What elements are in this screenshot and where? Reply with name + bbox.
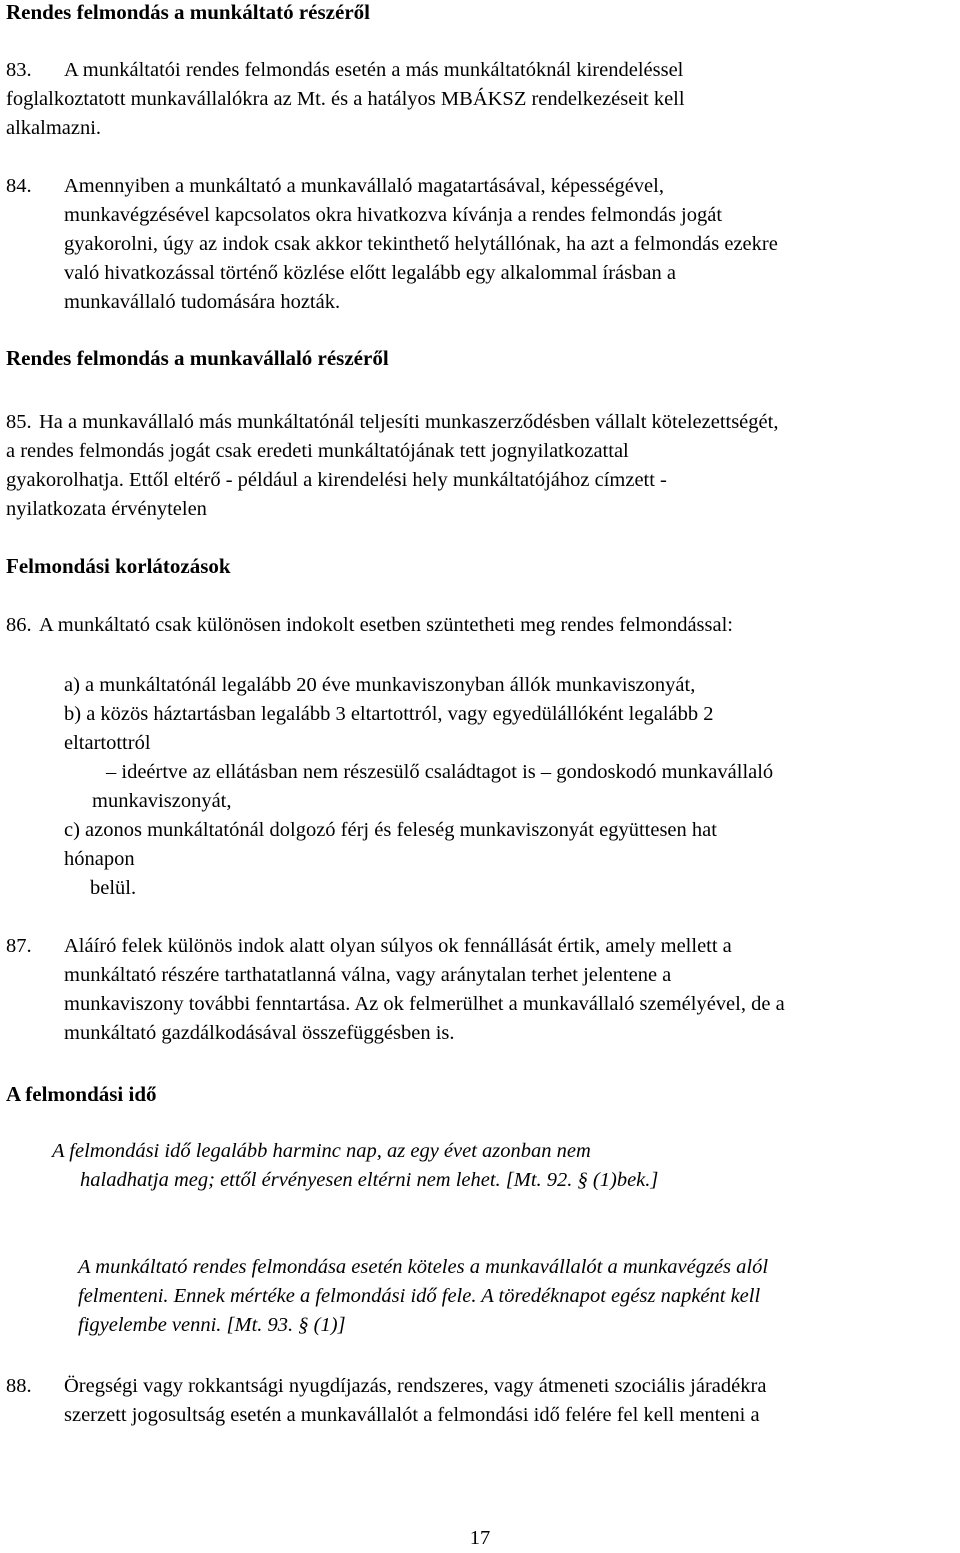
list-item: – ideértve az ellátásban nem részesülő családtagot is – gondoskodó munkavállaló: [106, 761, 774, 783]
paragraph-number: 85.: [6, 411, 32, 433]
paragraph-83: [6, 56, 956, 143]
text-line: gyakorolhatja. Ettől eltérő - például a kirendelési hely munkáltatójához címzett -: [6, 469, 667, 491]
paragraph-text: [64, 172, 956, 317]
paragraph-number: 83.: [6, 59, 32, 81]
paragraph-number: 87.: [6, 935, 32, 957]
paragraph-text: [64, 1372, 956, 1430]
text-line: a rendes felmondás jogát csak eredeti munkáltatójának tett jognyilatkozattal: [6, 440, 629, 462]
list-item: eltartottról: [64, 732, 151, 754]
text-line: A munkáltatói rendes felmondás esetén a más munkáltatóknál kirendeléssel: [64, 59, 684, 81]
paragraph-text: [64, 932, 956, 1048]
list-item: munkaviszonyát,: [92, 790, 232, 812]
paragraph-number: 84.: [6, 175, 32, 197]
section-heading-notice-period: A felmondási idő: [6, 1082, 157, 1106]
list-item: c) azonos munkáltatónál dolgozó férj és feleség munkaviszonyát együttesen hat: [64, 819, 717, 841]
quote-line: felmenteni. Ennek mértéke a felmondási idő fele. A töredéknapot egész napként kell: [78, 1285, 761, 1307]
text-line: munkaviszony további fenntartása. Az ok felmerülhet a munkavállaló személyével, de a: [64, 993, 785, 1015]
paragraph-84: [6, 172, 956, 317]
legal-quote-92: [52, 1137, 956, 1195]
text-line: alkalmazni.: [6, 117, 102, 139]
list-item: hónapon: [64, 848, 135, 870]
quote-line: A munkáltató rendes felmondása esetén köteles a munkavállalót a munkavégzés alól: [78, 1256, 769, 1278]
section-heading-termination-limits: Felmondási korlátozások: [6, 554, 231, 578]
paragraph-number: 88.: [6, 1375, 32, 1397]
section-heading-employer-termination: Rendes felmondás a munkáltató részéről: [6, 0, 370, 24]
paragraph-text: [39, 611, 956, 640]
legal-quote-93: [78, 1253, 956, 1340]
paragraph-number: 86.: [6, 614, 32, 636]
text-line: munkavállaló tudomására hozták.: [64, 291, 341, 313]
text-line: A munkáltató csak különösen indokolt esetben szüntetheti meg rendes felmondással:: [39, 614, 733, 636]
text-line: Aláíró felek különös indok alatt olyan súlyos ok fennállását értik, amely mellett a: [64, 935, 732, 957]
quote-line: A felmondási idő legalább harminc nap, az egy évet azonban nem: [52, 1140, 591, 1162]
quote-line: haladhatja meg; ettől érvényesen eltérni nem lehet. [Mt. 92. § (1)bek.]: [80, 1169, 659, 1191]
paragraph-86: [6, 611, 956, 640]
paragraph-85: [6, 408, 956, 524]
text-line: munkáltató részére tarthatatlanná válna, vagy aránytalan terhet jelentene a: [64, 964, 672, 986]
quote-line: figyelembe venni. [Mt. 93. § (1)]: [78, 1314, 346, 1336]
text-line: Amennyiben a munkáltató a munkavállaló magatartásával, képességével,: [64, 175, 664, 197]
list-item: b) a közös háztartásban legalább 3 eltartottról, vagy egyedülállóként legalább 2: [64, 703, 714, 725]
list-86: [64, 671, 956, 903]
text-line: Öregségi vagy rokkantsági nyugdíjazás, rendszeres, vagy átmeneti szociális járadékra: [64, 1375, 767, 1397]
text-line: munkavégzésével kapcsolatos okra hivatkozva kívánja a rendes felmondás jogát: [64, 204, 723, 226]
text-line: való hivatkozással történő közlése előtt legalább egy alkalommal írásban a: [64, 262, 676, 284]
text-line: nyilatkozata érvénytelen: [6, 498, 207, 520]
text-line: foglalkoztatott munkavállalókra az Mt. és a hatályos MBÁKSZ rendelkezéseit kell: [6, 88, 685, 110]
page-number: 17: [469, 1527, 491, 1549]
text-line: munkáltató gazdálkodásával összefüggésben is.: [64, 1022, 455, 1044]
text-line: szerzett jogosultság esetén a munkavállalót a felmondási idő felére fel kell menteni a: [64, 1404, 760, 1426]
list-item: a) a munkáltatónál legalább 20 éve munkaviszonyban állók munkaviszonyát,: [64, 674, 696, 696]
section-heading-employee-termination: Rendes felmondás a munkavállaló részéről: [6, 346, 389, 370]
text-line: Ha a munkavállaló más munkáltatónál teljesíti munkaszerződésben vállalt kötelezettségét,: [39, 411, 779, 433]
text-line: gyakorolni, úgy az indok csak akkor tekinthető helytállónak, ha azt a felmondás ezekre: [64, 233, 778, 255]
paragraph-88: [6, 1372, 956, 1430]
list-item: belül.: [90, 877, 137, 899]
paragraph-87: [6, 932, 956, 1048]
